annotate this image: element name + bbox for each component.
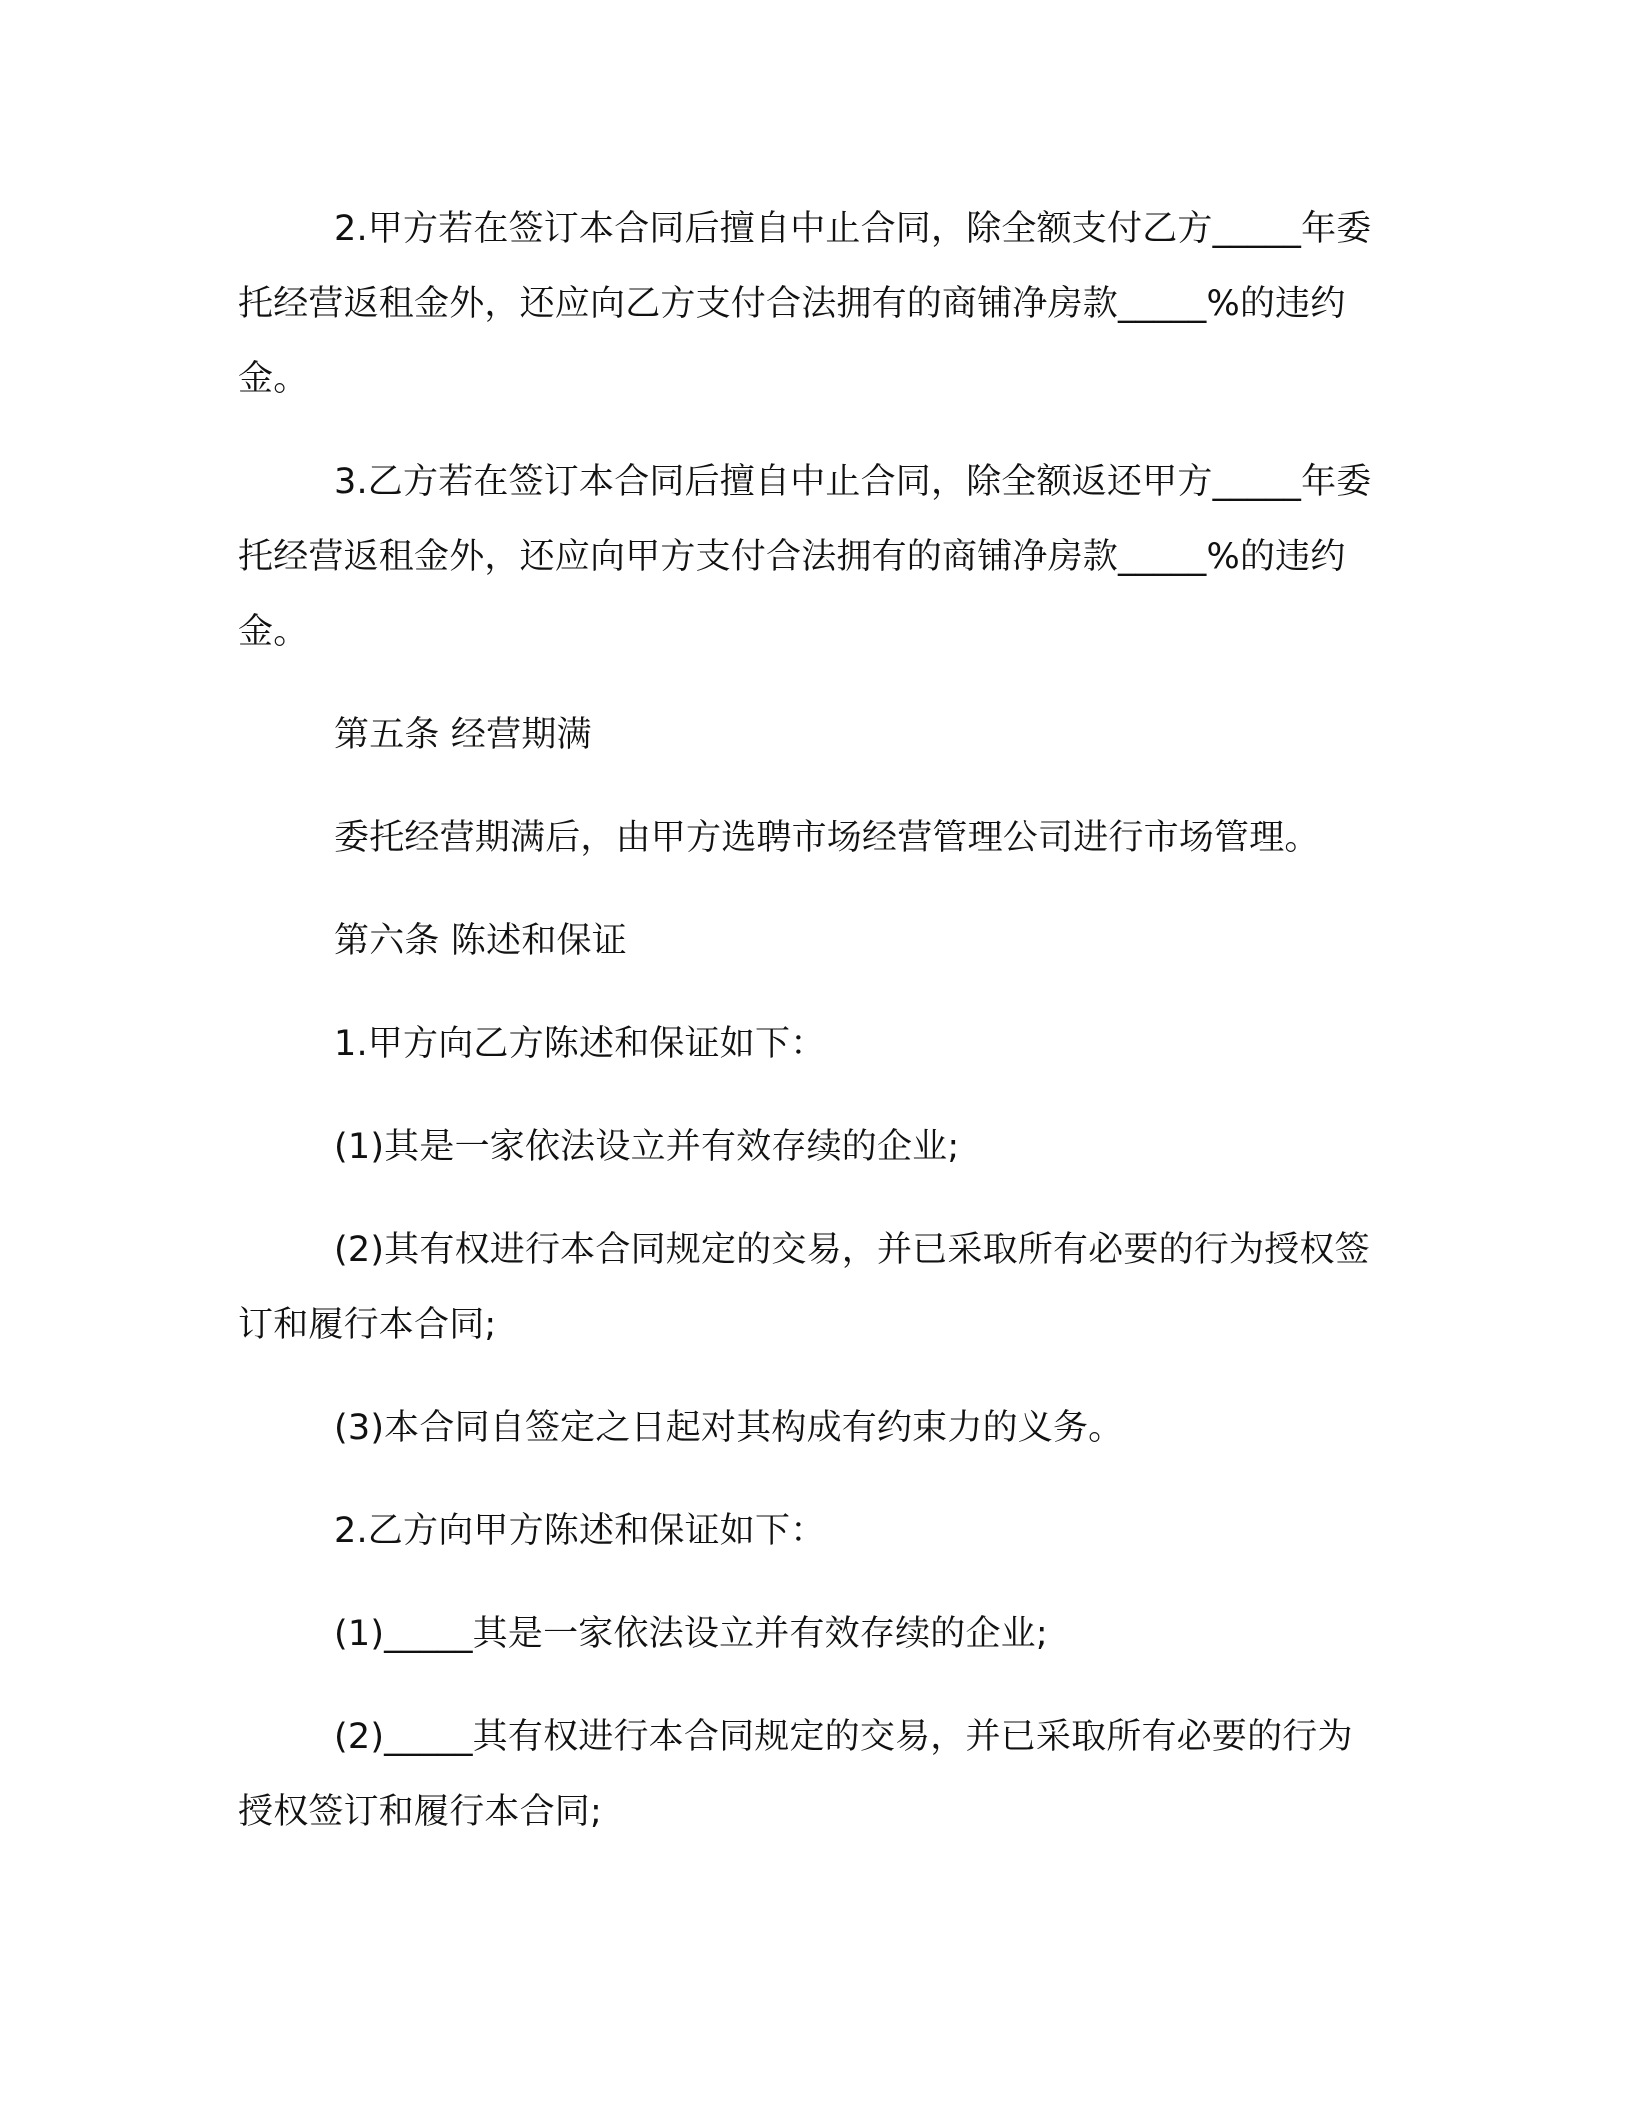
paragraph-party-a-termination: 2.甲方若在签订本合同后擅自中止合同，除全额支付乙方_____年委托经营返租金外，还应向乙方支付合法拥有的商铺净房款_____%的违约金。 xyxy=(238,209,1372,399)
document-body xyxy=(238,192,1382,1878)
paragraph-party-b-termination: 3.乙方若在签订本合同后擅自中止合同，除全额返还甲方_____年委托经营返租金外，还应向甲方支付合法拥有的商铺净房款_____%的违约金。 xyxy=(238,462,1372,652)
party-a-representation-2: (2)其有权进行本合同规定的交易，并已采取所有必要的行为授权签订和履行本合同; xyxy=(238,1230,1370,1345)
party-b-representations-heading: 2.乙方向甲方陈述和保证如下： xyxy=(334,1511,826,1551)
article-5-heading: 第五条 经营期满 xyxy=(334,715,592,755)
article-6-heading: 第六条 陈述和保证 xyxy=(334,921,627,961)
party-b-representation-1: (1)_____其是一家依法设立并有效存续的企业; xyxy=(334,1614,1048,1654)
party-b-representation-2: (2)_____其有权进行本合同规定的交易，并已采取所有必要的行为授权签订和履行本合同; xyxy=(238,1717,1353,1832)
party-a-representations-heading: 1.甲方向乙方陈述和保证如下： xyxy=(334,1024,826,1064)
party-a-representation-3: (3)本合同自签定之日起对其构成有约束力的义务。 xyxy=(334,1408,1124,1448)
article-5-content: 委托经营期满后，由甲方选聘市场经营管理公司进行市场管理。 xyxy=(334,818,1320,858)
party-a-representation-1: (1)其是一家依法设立并有效存续的企业; xyxy=(334,1127,960,1167)
